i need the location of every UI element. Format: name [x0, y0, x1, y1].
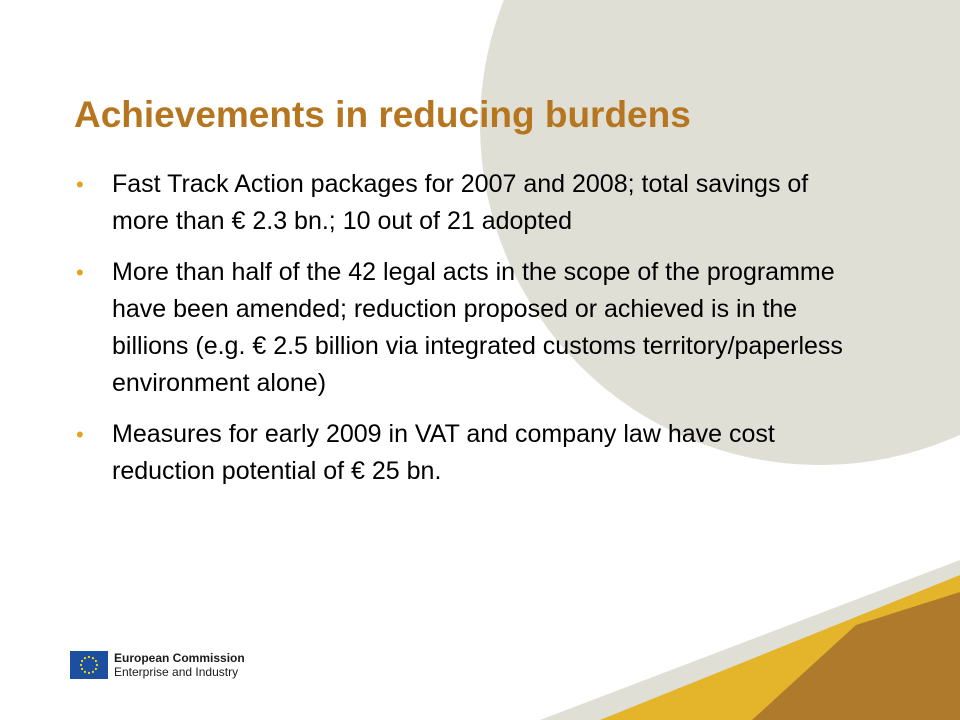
bullet-item — [74, 254, 854, 402]
logo-dg-name: Enterprise and Industry — [114, 665, 239, 679]
bullet-icon: • — [76, 260, 84, 285]
logo-text — [114, 651, 245, 679]
bullet-icon: • — [76, 172, 84, 197]
bullet-icon: • — [76, 422, 84, 447]
bullet-item — [74, 416, 854, 490]
logo-org-name: European Commission — [114, 651, 245, 665]
slide-title: Achievements in reducing burdens — [74, 94, 691, 135]
bullet-text: More than half of the 42 legal acts in the scope of the programme have been amended; reduction proposed or achieved is in the billions (e.g. € 2.5 billion via integrated customs territory/paperless environment alone) — [112, 258, 843, 397]
bullet-list — [74, 166, 854, 504]
bullet-text: Fast Track Action packages for 2007 and 2008; total savings of more than € 2.3 bn.; 10 out of 21 adopted — [112, 170, 809, 235]
bullet-item — [74, 166, 854, 240]
eu-flag-icon — [70, 651, 108, 679]
european-commission-logo — [70, 651, 245, 679]
bullet-text: Measures for early 2009 in VAT and company law have cost reduction potential of € 25 bn. — [112, 420, 775, 485]
